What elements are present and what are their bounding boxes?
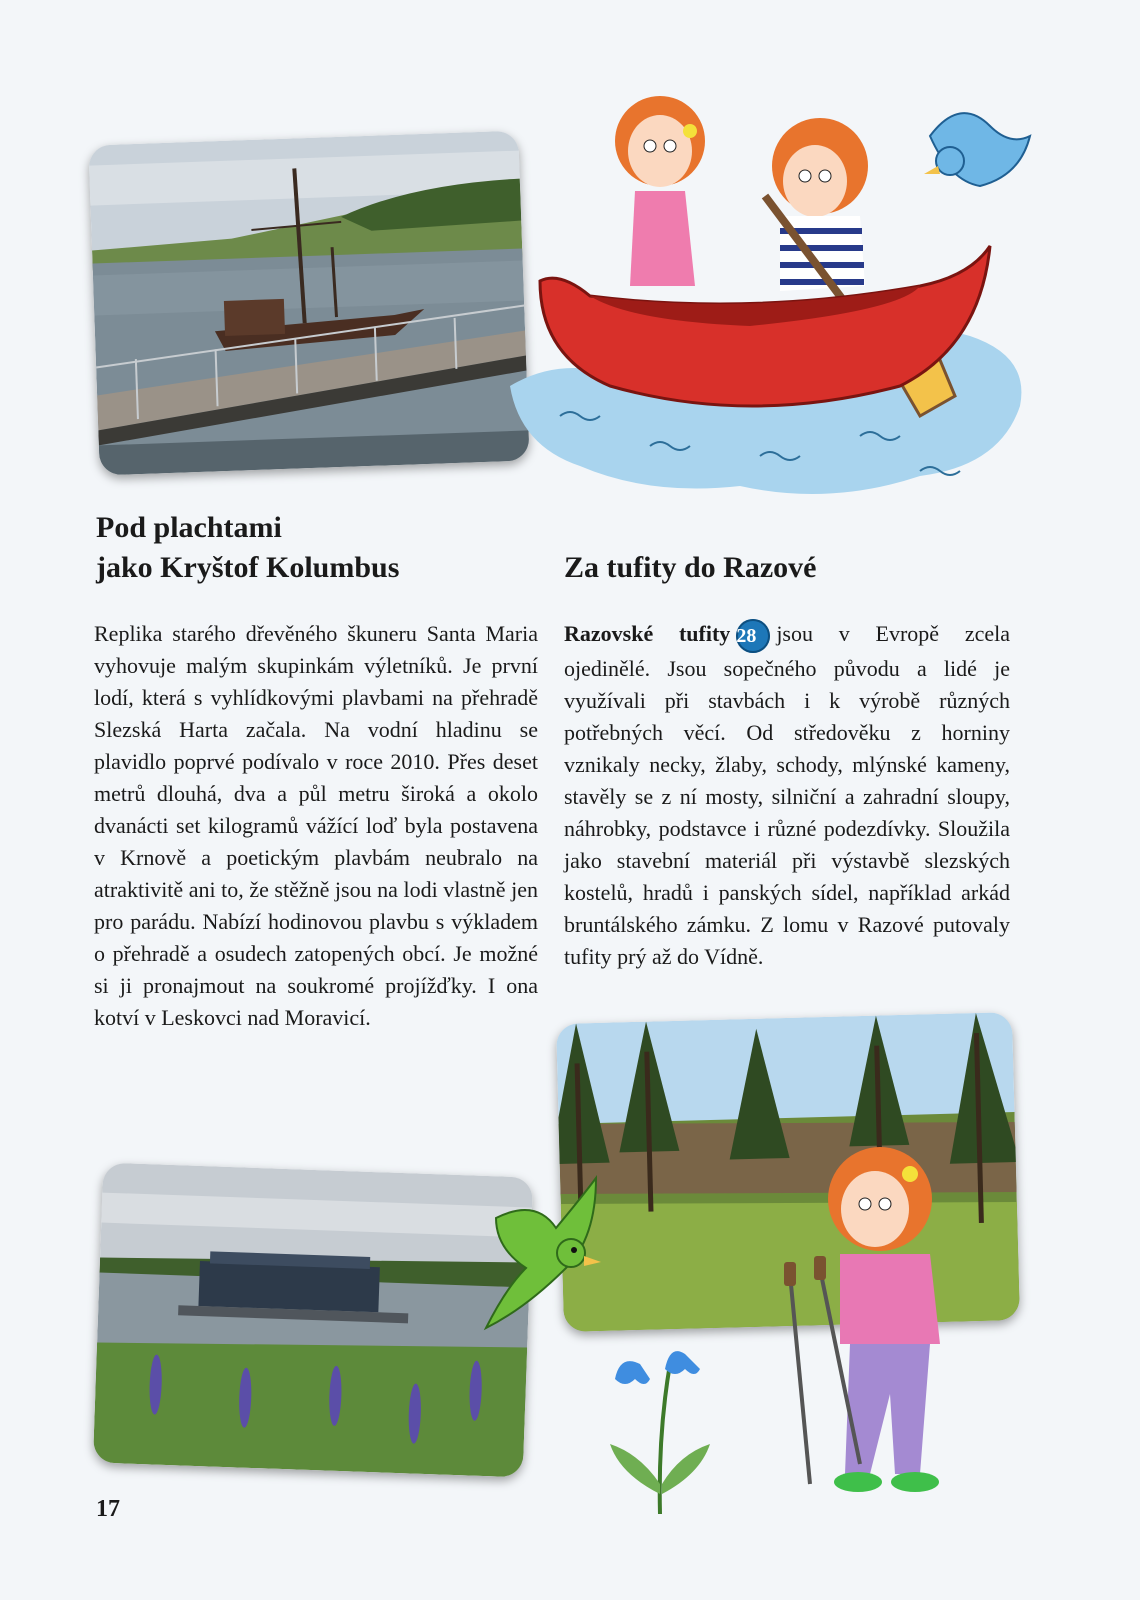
photo-houseboat-lake <box>93 1163 533 1478</box>
illustration-canoe-girls <box>500 86 1040 506</box>
left-title-line2: jako Kryštof Kolumbus <box>96 551 400 584</box>
illustration-green-bird <box>486 1178 606 1328</box>
left-body-text: Replika starého dřevěného škuneru Santa Maria vyhovuje malým skupinkám výletníků. Je první lodí, která s vyhlídkovými plavbami na přehradě Slezská Harta začala. Na vodní hladinu se plavidlo poprvé podívalo v roce 2010. Přes deset metrů dlouhá, dva a půl metru široká a okolo dvanácti set kilogramů vážící loď byla postavena v Krnově a poetickým plavbám neubralo na atraktivitě ani to, že stěžně jsou na lodi vlastně jen pro parádu. Nabízí hodinovou plavbu s výkladem o přehradě a osudech zatopených obcí. Je možné si ji pronajmout na soukromé projížďky. I ona kotví v Leskovci nad Moravicí. <box>94 621 538 1030</box>
right-section-title: Za tufity do Razové <box>564 551 817 584</box>
left-section-title <box>96 508 399 588</box>
left-section-body <box>94 618 538 1034</box>
right-section-body <box>564 618 1010 973</box>
left-title-line1: Pod plachtami <box>96 511 282 544</box>
illustration-girl-walking <box>770 1144 1010 1504</box>
right-body-text: jsou v Evropě zcela ojedinělé. Jsou sopečného původu a lidé je využívali při stavbách i k výrobě různých potřebných věcí. Od středověku z horniny vznikaly necky, žlaby, schody, mlýnské kameny, stavěly se z ní mosty, silniční a zahradní sloupy, náhrobky, podstavce i různé podezdívky. Sloužila jako stavební materiál při výstavbě slezských kostelů, hradů i panských sídel, například arkád bruntálského zámku. Z lomu v Razové putovaly tufity prý až do Vídně. <box>564 621 1010 969</box>
illustration-bluebell <box>600 1334 720 1514</box>
page-number: 17 <box>96 1496 120 1522</box>
photo-ship-pier <box>88 131 529 476</box>
right-body-lead: Razovské tufity <box>564 621 731 646</box>
right-body-paragraph <box>564 618 1010 973</box>
location-badge: 28 <box>736 619 770 653</box>
